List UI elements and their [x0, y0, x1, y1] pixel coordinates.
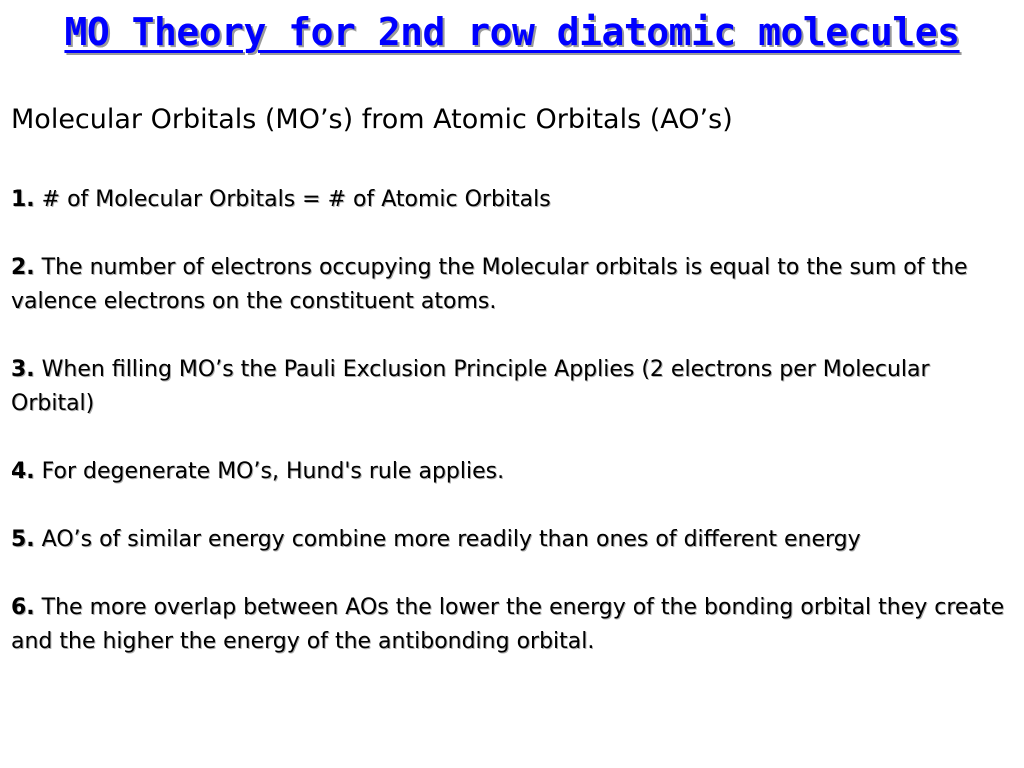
rule-item-6 [11, 591, 1015, 659]
rule-text: The number of electrons occupying the Molecular orbitals is equal to the sum of the valence electrons on the constituent atoms. [11, 255, 968, 314]
rule-text: When filling MO’s the Pauli Exclusion Principle Applies (2 electrons per Molecular Orbital) [11, 357, 930, 416]
rule-item-5 [11, 523, 1015, 557]
rule-text: The more overlap between AOs the lower the energy of the bonding orbital they create and the higher the energy of the antibonding orbital. [11, 595, 1005, 654]
slide-title: MO Theory for 2nd row diatomic molecules [64, 10, 960, 54]
rule-text: AO’s of similar energy combine more readily than ones of different energy [41, 527, 861, 552]
rule-item-3 [11, 353, 1015, 421]
rule-item-2 [11, 251, 1015, 319]
rule-number: 6. [11, 595, 35, 620]
rule-item-4 [11, 455, 1015, 489]
rule-number: 1. [11, 187, 35, 212]
slide-subtitle: Molecular Orbitals (MO’s) from Atomic Orbitals (AO’s) [11, 104, 733, 135]
rule-number: 5. [11, 527, 35, 552]
rule-number: 4. [11, 459, 35, 484]
rule-text: For degenerate MO’s, Hund's rule applies. [41, 459, 505, 484]
rule-number: 3. [11, 357, 35, 382]
rule-text: # of Molecular Orbitals = # of Atomic Orbitals [41, 187, 551, 212]
rules-list [11, 183, 1015, 693]
rule-item-1 [11, 183, 1015, 217]
rule-number: 2. [11, 255, 35, 280]
